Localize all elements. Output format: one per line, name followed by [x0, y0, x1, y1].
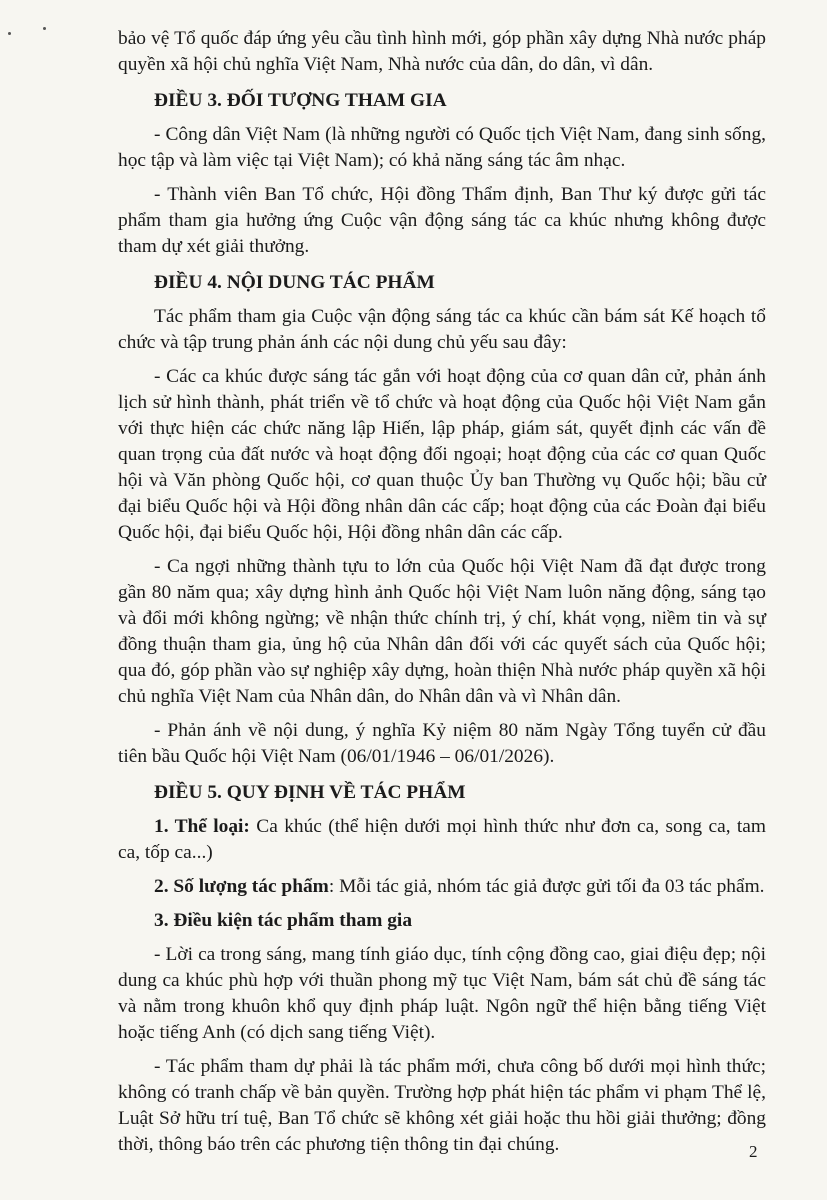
article-5-paragraph: - Lời ca trong sáng, mang tính giáo dục, tính cộng đồng cao, giai điệu đẹp; nội dung ca khúc phù hợp với thuần phong mỹ tục Việt Nam, bám sát chủ đề sáng tác và nằm trong khuôn khổ quy định pháp luật. Ngôn ngữ thể hiện bằng tiếng Việt hoặc tiếng Anh (có dịch sang tiếng Việt).	[118, 944, 766, 1043]
article-3-heading: ĐIỀU 3. ĐỐI TƯỢNG THAM GIA	[154, 90, 447, 111]
article-4-paragraph: Tác phẩm tham gia Cuộc vận động sáng tác ca khúc cần bám sát Kế hoạch tổ chức và tập trung phản ánh các nội dung chủ yếu sau đây:	[118, 306, 766, 353]
article-4-paragraph: - Ca ngợi những thành tựu to lớn của Quốc hội Việt Nam đã đạt được trong gần 80 năm qua; xây dựng hình ảnh Quốc hội Việt Nam luôn năng động, sáng tạo và đổi mới không ngừng; về nhận thức chính trị, ý chí, khát vọng, niềm tin và sự đồng thuận tham gia, ủng hộ của Nhân dân đối với các quyết sách của Quốc hội; qua đó, góp phần vào sự nghiệp xây dựng, hoàn thiện Nhà nước pháp quyền xã hội chủ nghĩa Việt Nam của Nhân dân, do Nhân dân và vì Nhân dân.	[118, 556, 766, 707]
article-5-item-1	[118, 814, 766, 866]
article-5-item-3	[118, 908, 766, 934]
item-text: : Mỗi tác giả, nhóm tác giả được gửi tối đa 03 tác phẩm.	[328, 876, 765, 897]
article-4-paragraph: - Các ca khúc được sáng tác gắn với hoạt động của cơ quan dân cử, phản ánh lịch sử hình thành, phát triển về tổ chức và hoạt động của Quốc hội Việt Nam gắn với thực hiện các chức năng lập Hiến, lập pháp, giám sát, quyết định các vấn đề quan trọng của đất nước và hoạt động đối ngoại; hoạt động của các cơ quan Quốc hội và Văn phòng Quốc hội, cơ quan thuộc Ủy ban Thường vụ Quốc hội; bầu cử đại biểu Quốc hội và Hội đồng nhân dân các cấp; hoạt động của các Đoàn đại biểu Quốc hội, đại biểu Quốc hội, Hội đồng nhân dân các cấp.	[118, 366, 766, 543]
article-5-paragraph: - Tác phẩm tham dự phải là tác phẩm mới, chưa công bố dưới mọi hình thức; không có tranh chấp về bản quyền. Trường hợp phát hiện tác phẩm vi phạm Thể lệ, Luật Sở hữu trí tuệ, Ban Tổ chức sẽ không xét giải hoặc thu hồi giải thưởng; đồng thời, thông báo trên các phương tiện thông tin đại chúng.	[118, 1056, 766, 1155]
item-label: 1. Thể loại:	[154, 816, 250, 837]
item-label: 3. Điều kiện tác phẩm tham gia	[154, 910, 413, 931]
page-number: 2	[749, 1142, 758, 1161]
item-label: 2. Số lượng tác phẩm	[154, 876, 329, 897]
article-5-item-2	[118, 874, 766, 900]
article-4-paragraph: - Phản ánh về nội dung, ý nghĩa Kỷ niệm 80 năm Ngày Tổng tuyển cử đầu tiên bầu Quốc hội Việt Nam (06/01/1946 – 06/01/2026).	[118, 720, 766, 767]
document-page	[118, 26, 766, 1166]
article-5-heading: ĐIỀU 5. QUY ĐỊNH VỀ TÁC PHẨM	[154, 782, 466, 803]
intro-continuation: bảo vệ Tổ quốc đáp ứng yêu cầu tình hình mới, góp phần xây dựng Nhà nước pháp quyền xã hội chủ nghĩa Việt Nam, Nhà nước của dân, do dân, vì dân.	[118, 28, 766, 75]
article-4-heading: ĐIỀU 4. NỘI DUNG TÁC PHẨM	[154, 272, 435, 293]
article-3-paragraph: - Công dân Việt Nam (là những người có Quốc tịch Việt Nam, đang sinh sống, học tập và làm việc tại Việt Nam); có khả năng sáng tác âm nhạc.	[118, 124, 766, 171]
scan-speck	[8, 32, 11, 35]
item-text: Ca khúc (thể hiện dưới mọi hình thức như đơn ca, song ca, tam ca, tốp ca...)	[118, 816, 766, 863]
article-3-paragraph: - Thành viên Ban Tổ chức, Hội đồng Thẩm định, Ban Thư ký được gửi tác phẩm tham gia hưởng ứng Cuộc vận động sáng tác ca khúc nhưng không được tham dự xét giải thưởng.	[118, 184, 766, 257]
scan-speck	[43, 27, 46, 30]
